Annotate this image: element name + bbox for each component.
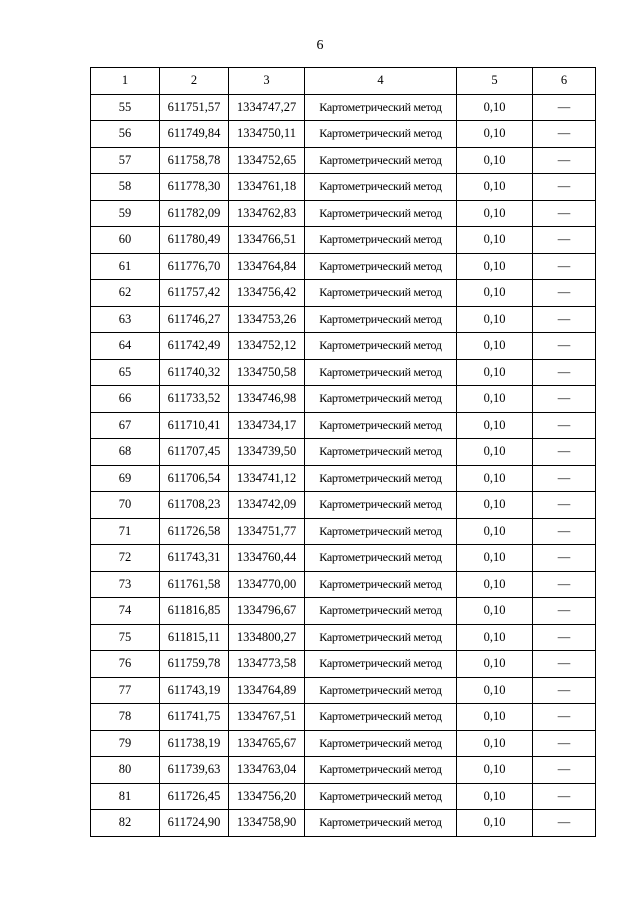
table-row xyxy=(91,94,596,121)
x-coordinate-cell: 611815,11 xyxy=(160,624,229,651)
method-cell: Картометрический метод xyxy=(305,730,457,757)
method-cell: Картометрический метод xyxy=(305,571,457,598)
x-coordinate-cell: 611726,45 xyxy=(160,783,229,810)
description-cell: — xyxy=(533,94,596,121)
description-cell: — xyxy=(533,598,596,625)
table-row xyxy=(91,253,596,280)
accuracy-cell: 0,10 xyxy=(457,306,533,333)
y-coordinate-cell: 1334800,27 xyxy=(229,624,305,651)
x-coordinate-cell: 611739,63 xyxy=(160,757,229,784)
table-row xyxy=(91,783,596,810)
point-number-cell: 81 xyxy=(91,783,160,810)
description-cell: — xyxy=(533,465,596,492)
method-cell: Картометрический метод xyxy=(305,253,457,280)
point-number-cell: 72 xyxy=(91,545,160,572)
method-cell: Картометрический метод xyxy=(305,121,457,148)
y-coordinate-cell: 1334765,67 xyxy=(229,730,305,757)
method-cell: Картометрический метод xyxy=(305,147,457,174)
table-row xyxy=(91,598,596,625)
y-coordinate-cell: 1334770,00 xyxy=(229,571,305,598)
header-cell: 2 xyxy=(160,68,229,95)
point-number-cell: 67 xyxy=(91,412,160,439)
x-coordinate-cell: 611724,90 xyxy=(160,810,229,837)
description-cell: — xyxy=(533,333,596,360)
x-coordinate-cell: 611726,58 xyxy=(160,518,229,545)
x-coordinate-cell: 611738,19 xyxy=(160,730,229,757)
point-number-cell: 56 xyxy=(91,121,160,148)
accuracy-cell: 0,10 xyxy=(457,545,533,572)
y-coordinate-cell: 1334766,51 xyxy=(229,227,305,254)
x-coordinate-cell: 611743,31 xyxy=(160,545,229,572)
accuracy-cell: 0,10 xyxy=(457,810,533,837)
accuracy-cell: 0,10 xyxy=(457,121,533,148)
x-coordinate-cell: 611778,30 xyxy=(160,174,229,201)
x-coordinate-cell: 611757,42 xyxy=(160,280,229,307)
method-cell: Картометрический метод xyxy=(305,545,457,572)
method-cell: Картометрический метод xyxy=(305,465,457,492)
table-row xyxy=(91,227,596,254)
x-coordinate-cell: 611761,58 xyxy=(160,571,229,598)
description-cell: — xyxy=(533,730,596,757)
x-coordinate-cell: 611708,23 xyxy=(160,492,229,519)
method-cell: Картометрический метод xyxy=(305,704,457,731)
header-cell: 6 xyxy=(533,68,596,95)
description-cell: — xyxy=(533,571,596,598)
accuracy-cell: 0,10 xyxy=(457,200,533,227)
table-row xyxy=(91,492,596,519)
accuracy-cell: 0,10 xyxy=(457,253,533,280)
method-cell: Картометрический метод xyxy=(305,306,457,333)
accuracy-cell: 0,10 xyxy=(457,492,533,519)
point-number-cell: 57 xyxy=(91,147,160,174)
y-coordinate-cell: 1334750,58 xyxy=(229,359,305,386)
accuracy-cell: 0,10 xyxy=(457,439,533,466)
y-coordinate-cell: 1334747,27 xyxy=(229,94,305,121)
description-cell: — xyxy=(533,518,596,545)
accuracy-cell: 0,10 xyxy=(457,386,533,413)
accuracy-cell: 0,10 xyxy=(457,518,533,545)
method-cell: Картометрический метод xyxy=(305,783,457,810)
method-cell: Картометрический метод xyxy=(305,412,457,439)
header-cell: 3 xyxy=(229,68,305,95)
x-coordinate-cell: 611782,09 xyxy=(160,200,229,227)
method-cell: Картометрический метод xyxy=(305,757,457,784)
point-number-cell: 79 xyxy=(91,730,160,757)
y-coordinate-cell: 1334746,98 xyxy=(229,386,305,413)
x-coordinate-cell: 611816,85 xyxy=(160,598,229,625)
description-cell: — xyxy=(533,439,596,466)
point-number-cell: 80 xyxy=(91,757,160,784)
table-row xyxy=(91,651,596,678)
y-coordinate-cell: 1334763,04 xyxy=(229,757,305,784)
method-cell: Картометрический метод xyxy=(305,518,457,545)
y-coordinate-cell: 1334760,44 xyxy=(229,545,305,572)
point-number-cell: 78 xyxy=(91,704,160,731)
point-number-cell: 64 xyxy=(91,333,160,360)
y-coordinate-cell: 1334764,89 xyxy=(229,677,305,704)
accuracy-cell: 0,10 xyxy=(457,783,533,810)
table-row xyxy=(91,465,596,492)
y-coordinate-cell: 1334751,77 xyxy=(229,518,305,545)
description-cell: — xyxy=(533,412,596,439)
method-cell: Картометрический метод xyxy=(305,227,457,254)
method-cell: Картометрический метод xyxy=(305,810,457,837)
method-cell: Картометрический метод xyxy=(305,174,457,201)
point-number-cell: 82 xyxy=(91,810,160,837)
description-cell: — xyxy=(533,253,596,280)
y-coordinate-cell: 1334742,09 xyxy=(229,492,305,519)
table-row xyxy=(91,704,596,731)
y-coordinate-cell: 1334796,67 xyxy=(229,598,305,625)
method-cell: Картометрический метод xyxy=(305,598,457,625)
accuracy-cell: 0,10 xyxy=(457,704,533,731)
x-coordinate-cell: 611746,27 xyxy=(160,306,229,333)
point-number-cell: 59 xyxy=(91,200,160,227)
description-cell: — xyxy=(533,200,596,227)
point-number-cell: 62 xyxy=(91,280,160,307)
point-number-cell: 75 xyxy=(91,624,160,651)
x-coordinate-cell: 611707,45 xyxy=(160,439,229,466)
coordinates-table xyxy=(90,67,596,837)
table-row xyxy=(91,730,596,757)
y-coordinate-cell: 1334750,11 xyxy=(229,121,305,148)
table-row xyxy=(91,677,596,704)
table-row xyxy=(91,333,596,360)
x-coordinate-cell: 611733,52 xyxy=(160,386,229,413)
x-coordinate-cell: 611759,78 xyxy=(160,651,229,678)
description-cell: — xyxy=(533,492,596,519)
accuracy-cell: 0,10 xyxy=(457,624,533,651)
point-number-cell: 68 xyxy=(91,439,160,466)
method-cell: Картометрический метод xyxy=(305,439,457,466)
table-row xyxy=(91,200,596,227)
description-cell: — xyxy=(533,704,596,731)
y-coordinate-cell: 1334752,12 xyxy=(229,333,305,360)
table-row xyxy=(91,147,596,174)
accuracy-cell: 0,10 xyxy=(457,465,533,492)
table-row xyxy=(91,280,596,307)
table-row xyxy=(91,359,596,386)
point-number-cell: 58 xyxy=(91,174,160,201)
accuracy-cell: 0,10 xyxy=(457,174,533,201)
table-row xyxy=(91,306,596,333)
header-cell: 4 xyxy=(305,68,457,95)
y-coordinate-cell: 1334761,18 xyxy=(229,174,305,201)
method-cell: Картометрический метод xyxy=(305,624,457,651)
table-row xyxy=(91,121,596,148)
method-cell: Картометрический метод xyxy=(305,651,457,678)
point-number-cell: 60 xyxy=(91,227,160,254)
accuracy-cell: 0,10 xyxy=(457,412,533,439)
description-cell: — xyxy=(533,121,596,148)
x-coordinate-cell: 611706,54 xyxy=(160,465,229,492)
y-coordinate-cell: 1334739,50 xyxy=(229,439,305,466)
point-number-cell: 73 xyxy=(91,571,160,598)
x-coordinate-cell: 611776,70 xyxy=(160,253,229,280)
table-body xyxy=(91,68,596,837)
description-cell: — xyxy=(533,359,596,386)
description-cell: — xyxy=(533,280,596,307)
description-cell: — xyxy=(533,810,596,837)
y-coordinate-cell: 1334758,90 xyxy=(229,810,305,837)
x-coordinate-cell: 611740,32 xyxy=(160,359,229,386)
accuracy-cell: 0,10 xyxy=(457,571,533,598)
method-cell: Картометрический метод xyxy=(305,200,457,227)
accuracy-cell: 0,10 xyxy=(457,651,533,678)
accuracy-cell: 0,10 xyxy=(457,359,533,386)
y-coordinate-cell: 1334752,65 xyxy=(229,147,305,174)
point-number-cell: 65 xyxy=(91,359,160,386)
x-coordinate-cell: 611741,75 xyxy=(160,704,229,731)
table-row xyxy=(91,624,596,651)
table-row xyxy=(91,571,596,598)
x-coordinate-cell: 611749,84 xyxy=(160,121,229,148)
description-cell: — xyxy=(533,174,596,201)
table-row xyxy=(91,439,596,466)
y-coordinate-cell: 1334762,83 xyxy=(229,200,305,227)
accuracy-cell: 0,10 xyxy=(457,94,533,121)
description-cell: — xyxy=(533,757,596,784)
point-number-cell: 55 xyxy=(91,94,160,121)
description-cell: — xyxy=(533,624,596,651)
method-cell: Картометрический метод xyxy=(305,359,457,386)
table-row xyxy=(91,174,596,201)
y-coordinate-cell: 1334764,84 xyxy=(229,253,305,280)
header-cell: 5 xyxy=(457,68,533,95)
accuracy-cell: 0,10 xyxy=(457,280,533,307)
y-coordinate-cell: 1334756,20 xyxy=(229,783,305,810)
accuracy-cell: 0,10 xyxy=(457,147,533,174)
description-cell: — xyxy=(533,147,596,174)
table-header-row xyxy=(91,68,596,95)
method-cell: Картометрический метод xyxy=(305,677,457,704)
x-coordinate-cell: 611742,49 xyxy=(160,333,229,360)
point-number-cell: 63 xyxy=(91,306,160,333)
point-number-cell: 71 xyxy=(91,518,160,545)
description-cell: — xyxy=(533,545,596,572)
y-coordinate-cell: 1334741,12 xyxy=(229,465,305,492)
description-cell: — xyxy=(533,306,596,333)
accuracy-cell: 0,10 xyxy=(457,333,533,360)
point-number-cell: 70 xyxy=(91,492,160,519)
y-coordinate-cell: 1334753,26 xyxy=(229,306,305,333)
method-cell: Картометрический метод xyxy=(305,386,457,413)
description-cell: — xyxy=(533,227,596,254)
description-cell: — xyxy=(533,651,596,678)
table-row xyxy=(91,810,596,837)
point-number-cell: 76 xyxy=(91,651,160,678)
description-cell: — xyxy=(533,677,596,704)
point-number-cell: 77 xyxy=(91,677,160,704)
x-coordinate-cell: 611751,57 xyxy=(160,94,229,121)
header-cell: 1 xyxy=(91,68,160,95)
method-cell: Картометрический метод xyxy=(305,280,457,307)
description-cell: — xyxy=(533,386,596,413)
x-coordinate-cell: 611758,78 xyxy=(160,147,229,174)
y-coordinate-cell: 1334756,42 xyxy=(229,280,305,307)
table-row xyxy=(91,545,596,572)
x-coordinate-cell: 611710,41 xyxy=(160,412,229,439)
description-cell: — xyxy=(533,783,596,810)
accuracy-cell: 0,10 xyxy=(457,598,533,625)
method-cell: Картометрический метод xyxy=(305,333,457,360)
point-number-cell: 69 xyxy=(91,465,160,492)
method-cell: Картометрический метод xyxy=(305,94,457,121)
point-number-cell: 61 xyxy=(91,253,160,280)
point-number-cell: 66 xyxy=(91,386,160,413)
method-cell: Картометрический метод xyxy=(305,492,457,519)
y-coordinate-cell: 1334773,58 xyxy=(229,651,305,678)
accuracy-cell: 0,10 xyxy=(457,730,533,757)
table-row xyxy=(91,412,596,439)
page-number: 6 xyxy=(316,38,324,53)
y-coordinate-cell: 1334734,17 xyxy=(229,412,305,439)
table-row xyxy=(91,757,596,784)
point-number-cell: 74 xyxy=(91,598,160,625)
accuracy-cell: 0,10 xyxy=(457,677,533,704)
accuracy-cell: 0,10 xyxy=(457,757,533,784)
y-coordinate-cell: 1334767,51 xyxy=(229,704,305,731)
x-coordinate-cell: 611743,19 xyxy=(160,677,229,704)
accuracy-cell: 0,10 xyxy=(457,227,533,254)
table-row xyxy=(91,518,596,545)
table-row xyxy=(91,386,596,413)
x-coordinate-cell: 611780,49 xyxy=(160,227,229,254)
